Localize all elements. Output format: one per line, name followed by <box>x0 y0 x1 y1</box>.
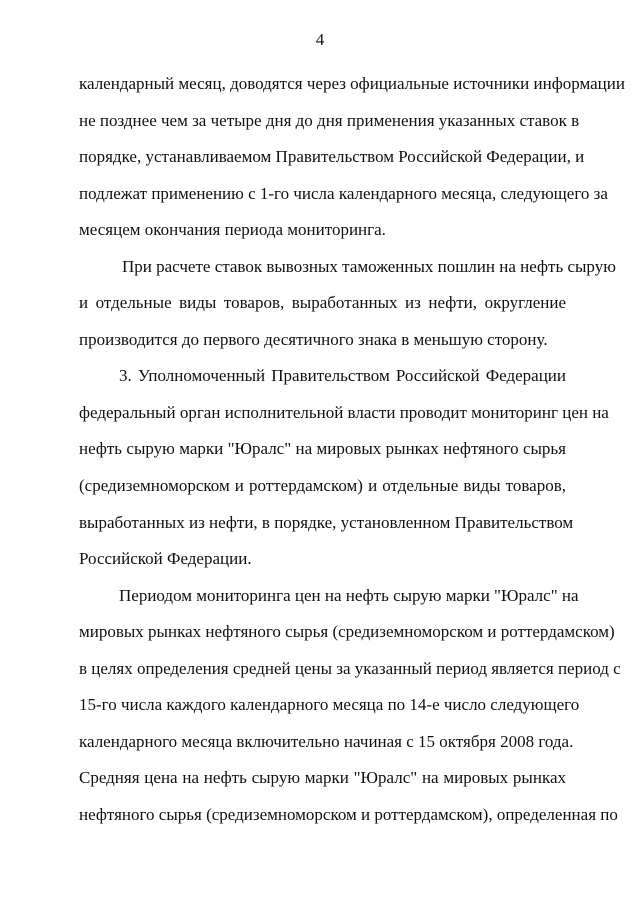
paragraph-1-line-1: календарный месяц, доводятся через официальные источники информации <box>79 74 625 93</box>
paragraph-1-line-4: подлежат применению с 1-го числа календарного месяца, следующего за <box>79 183 608 203</box>
paragraph-2-line-1: При расчете ставок вывозных таможенных пошлин на нефть сырую <box>122 256 616 276</box>
paragraph-2-line-3: производится до первого десятичного знака в меньшую сторону. <box>79 329 548 349</box>
paragraph-4-line-5: календарного месяца включительно начиная с 15 октября 2008 года. <box>79 731 574 751</box>
document-body <box>79 66 625 833</box>
paragraph-4-line-1: Периодом мониторинга цен на нефть сырую марки "Юралс" на <box>119 585 579 605</box>
page-number: 4 <box>315 30 325 49</box>
paragraph-3-line-5: выработанных из нефти, в порядке, установленном Правительством <box>79 512 574 532</box>
paragraph-1-line-5: месяцем окончания периода мониторинга. <box>79 220 386 240</box>
paragraph-3-line-3: нефть сырую марки "Юралс" на мировых рынках нефтяного сырья <box>79 439 566 459</box>
paragraph-1-line-3: порядке, устанавливаемом Правительством Российской Федерации, и <box>79 147 585 167</box>
paragraph-4-line-6: Средняя цена на нефть сырую марки "Юралс" на мировых рынках <box>79 768 566 788</box>
paragraph-4-line-4: 15-го числа каждого календарного месяца по 14-е число следующего <box>79 695 580 715</box>
paragraph-3-line-4: (средиземноморском и роттердамском) и отдельные виды товаров, <box>79 476 566 496</box>
paragraph-3-line-6: Российской Федерации. <box>79 549 252 569</box>
paragraph-1-line-2: не позднее чем за четыре дня до дня применения указанных ставок в <box>79 110 580 130</box>
paragraph-4-line-7: нефтяного сырья (средиземноморском и роттердамском), определенная по <box>79 804 618 824</box>
paragraph-4-line-2: мировых рынках нефтяного сырья (средиземноморском и роттердамском) <box>79 622 615 642</box>
paragraph-3-line-1: 3. Уполномоченный Правительством Российской Федерации <box>119 366 566 386</box>
paragraph-2-line-2: и отдельные виды товаров, выработанных из нефти, округление <box>79 293 566 313</box>
paragraph-3-line-2: федеральный орган исполнительной власти проводит мониторинг цен на <box>79 402 609 422</box>
paragraph-4-line-3: в целях определения средней цены за указанный период является период с <box>79 658 621 678</box>
